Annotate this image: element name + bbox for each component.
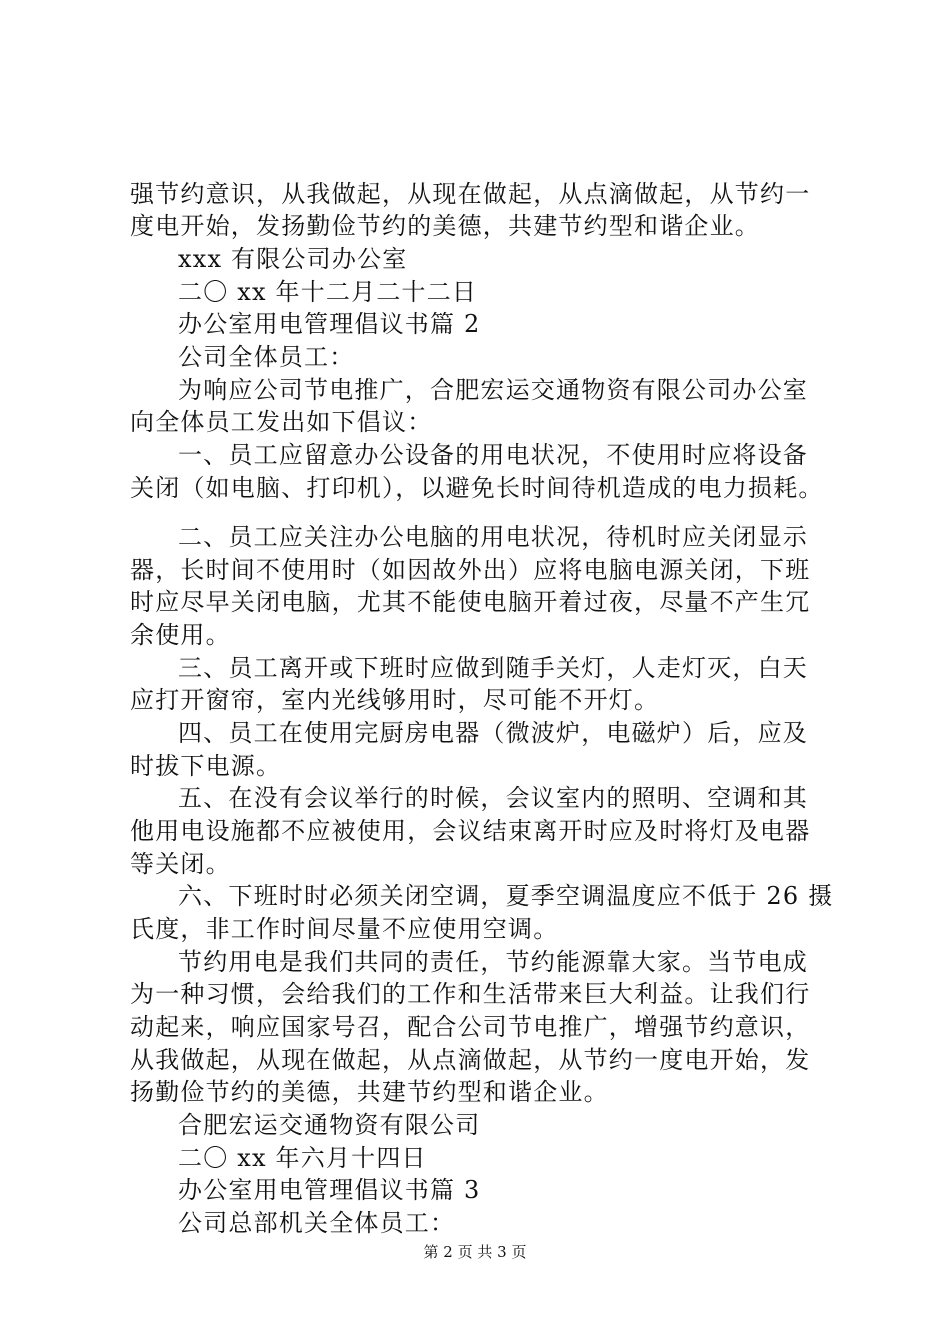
body-line: 六、下班时时必须关闭空调，夏季空调温度应不低于 26 摄 (178, 882, 834, 910)
body-line: 扬勤俭节约的美德，共建节约型和谐企业。 (130, 1078, 609, 1106)
body-line: 为一种习惯，会给我们的工作和生活带来巨大利益。让我们行 (130, 980, 811, 1008)
body-line: 四、员工在使用完厨房电器（微波炉，电磁炉）后，应及 (178, 719, 808, 747)
body-line: 时应尽早关闭电脑，尤其不能使电脑开着过夜，尽量不产生冗 (130, 588, 811, 616)
body-line: 五、在没有会议举行的时候，会议室内的照明、空调和其 (178, 784, 808, 812)
body-line: 动起来，响应国家号召，配合公司节电推广，增强节约意识， (130, 1013, 811, 1041)
body-line: 等关闭。 (130, 850, 231, 878)
signature-org: xxx 有限公司办公室 (178, 245, 408, 273)
body-line: 度电开始，发扬勤俭节约的美德，共建节约型和谐企业。 (130, 212, 760, 240)
body-line: 强节约意识，从我做起，从现在做起，从点滴做起，从节约一 (130, 180, 811, 208)
body-line: 氏度，非工作时间尽量不应使用空调。 (130, 915, 559, 943)
page-footer: 第 2 页 共 3 页 (423, 1243, 527, 1261)
signature-org: 合肥宏运交通物资有限公司 (178, 1111, 481, 1139)
salutation: 公司总部机关全体员工： (178, 1209, 456, 1237)
body-line: 为响应公司节电推广，合肥宏运交通物资有限公司办公室 (178, 376, 808, 404)
body-line: 一、员工应留意办公设备的用电状况，不使用时应将设备 (178, 441, 808, 469)
body-line: 向全体员工发出如下倡议： (130, 408, 433, 436)
body-line: 二、员工应关注办公电脑的用电状况，待机时应关闭显示 (178, 523, 808, 551)
body-line: 应打开窗帘，室内光线够用时，尽可能不开灯。 (130, 686, 660, 714)
salutation: 公司全体员工： (178, 343, 355, 371)
body-line: 节约用电是我们共同的责任，节约能源靠大家。当节电成 (178, 948, 808, 976)
body-line: 关闭（如电脑、打印机），以避免长时间待机造成的电力损耗。 (130, 474, 824, 502)
section-title: 办公室用电管理倡议书篇 3 (178, 1176, 481, 1204)
signature-date: 二〇 xx 年十二月二十二日 (178, 278, 478, 306)
section-title: 办公室用电管理倡议书篇 2 (178, 310, 481, 338)
body-line: 器，长时间不使用时（如因故外出）应将电脑电源关闭，下班 (130, 556, 811, 584)
body-line: 他用电设施都不应被使用，会议结束离开时应及时将灯及电器 (130, 817, 811, 845)
body-line: 余使用。 (130, 621, 231, 649)
signature-date: 二〇 xx 年六月十四日 (178, 1144, 427, 1172)
body-line: 从我做起，从现在做起，从点滴做起，从节约一度电开始，发 (130, 1046, 811, 1074)
body-line: 三、员工离开或下班时应做到随手关灯，人走灯灭，白天 (178, 654, 808, 682)
body-line: 时拔下电源。 (130, 752, 282, 780)
